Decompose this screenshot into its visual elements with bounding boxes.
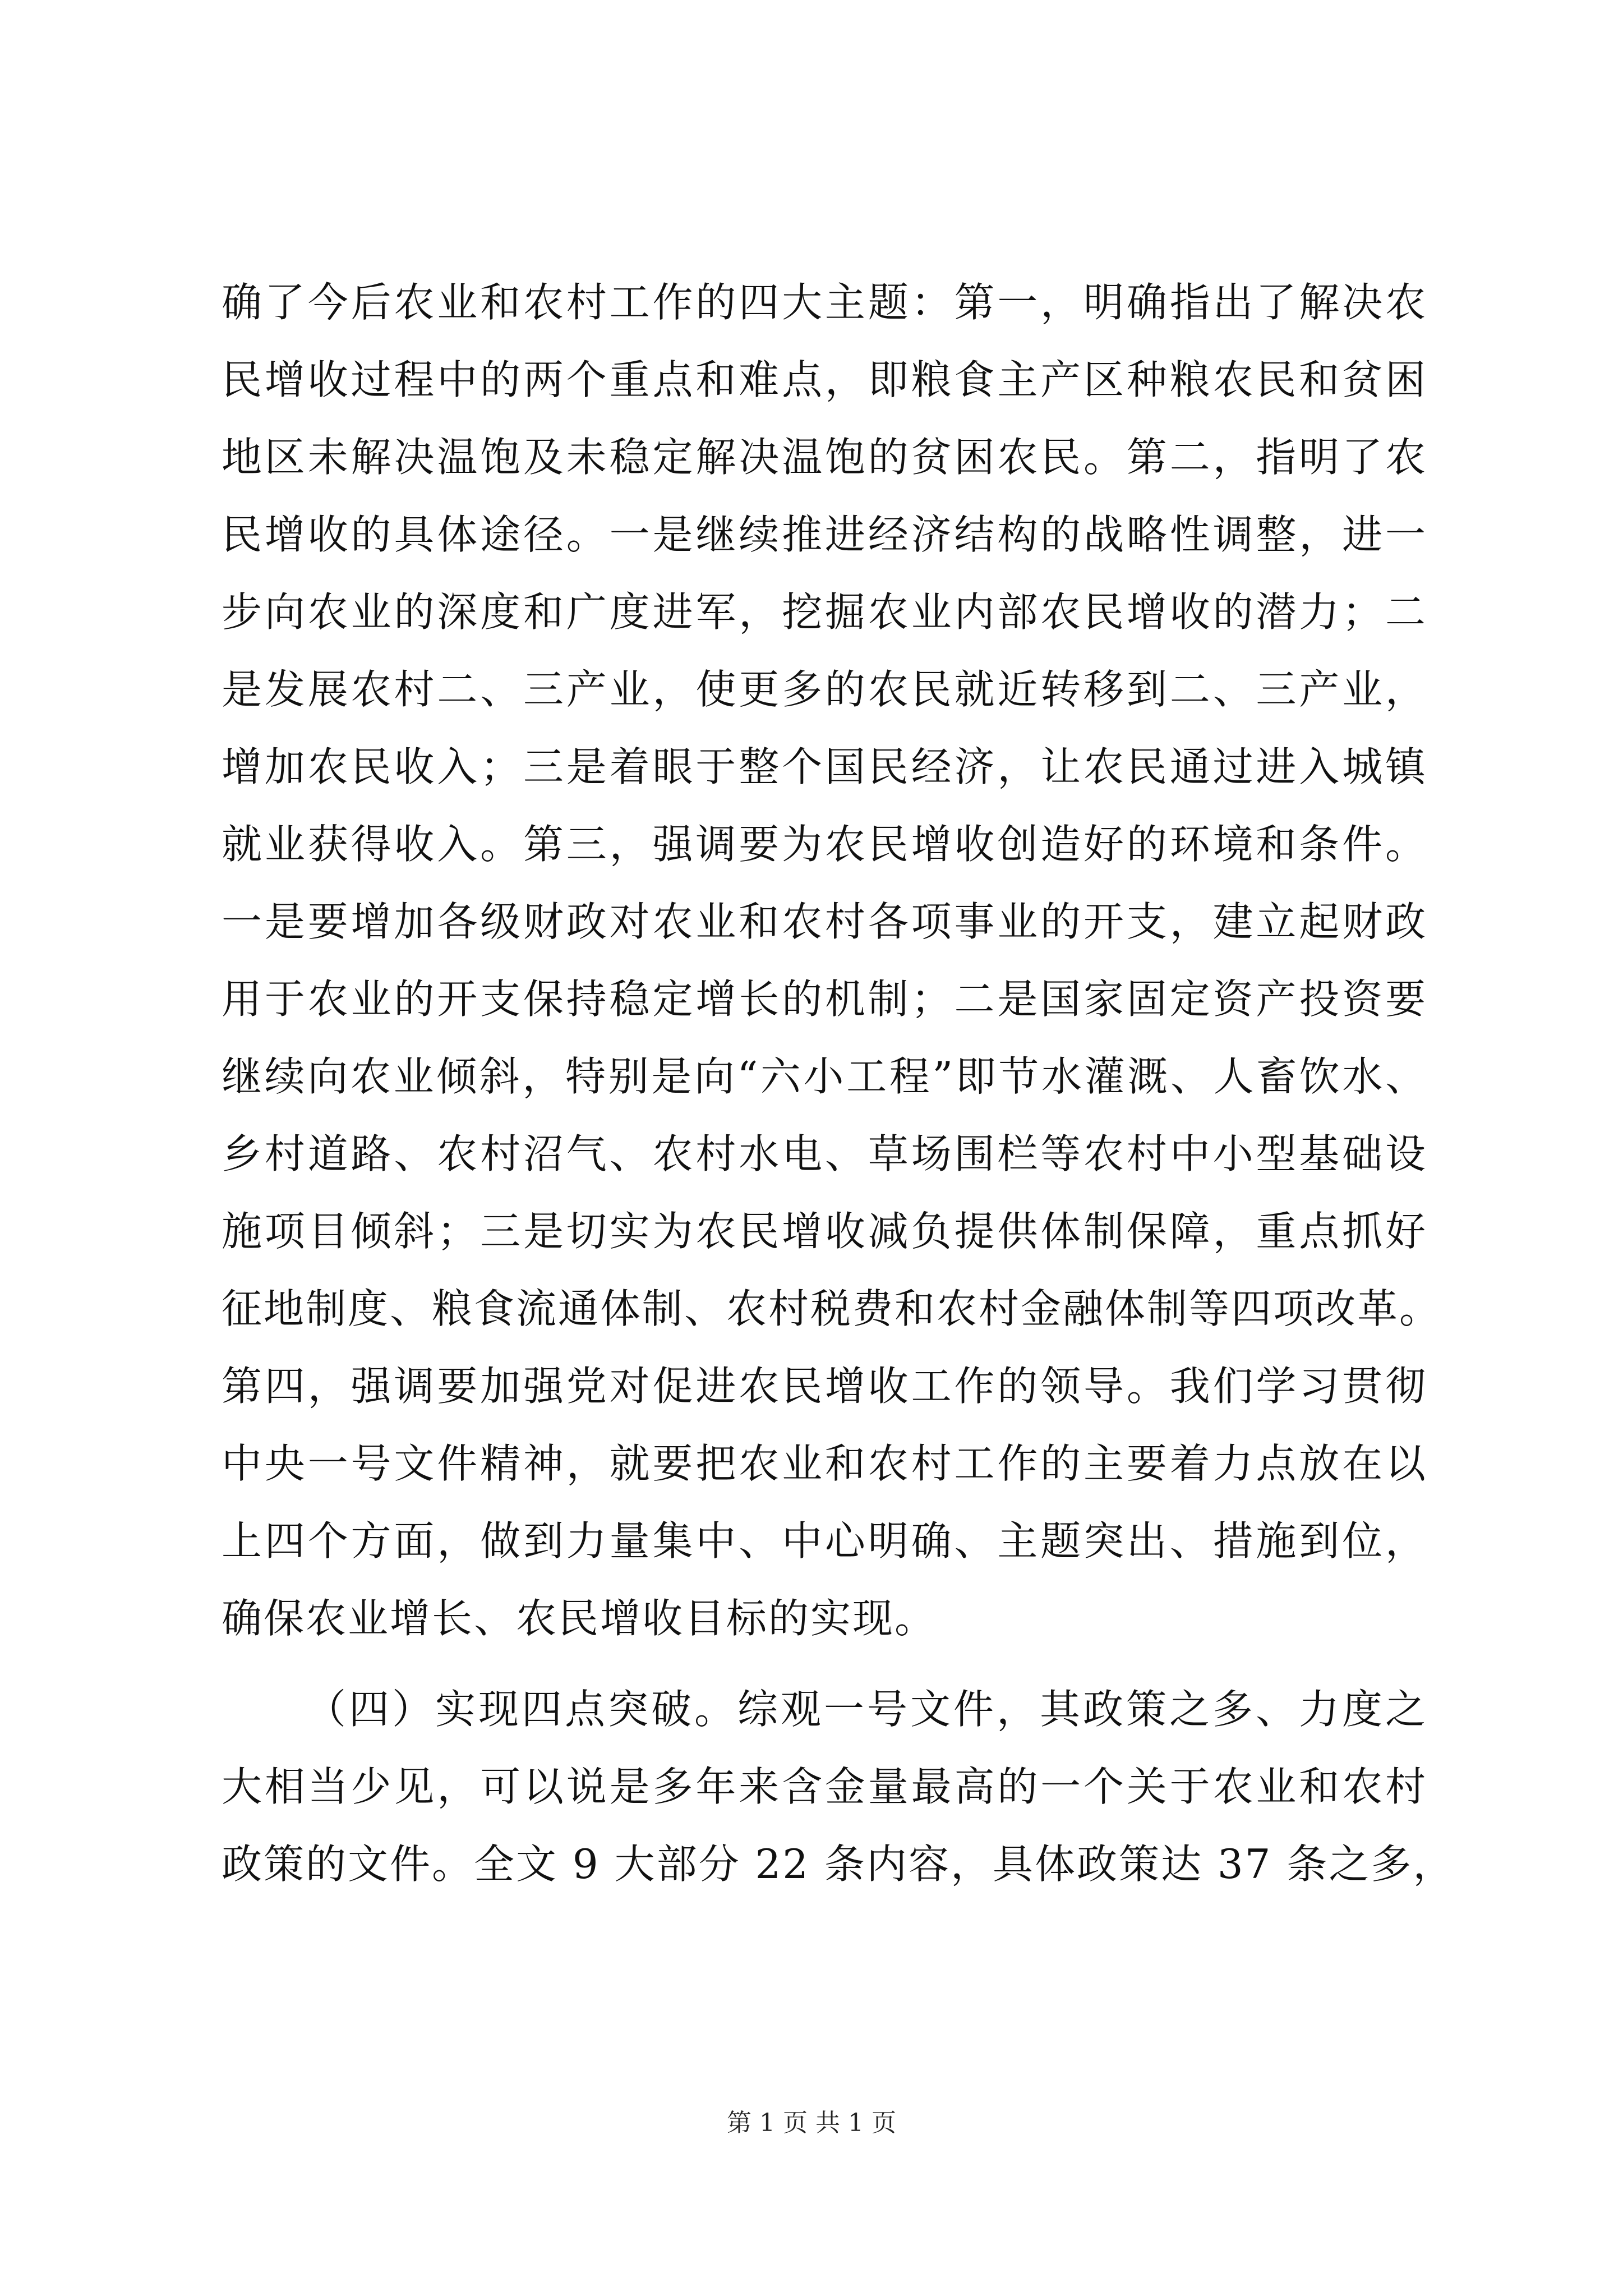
text-line: 第四，强调要加强党对促进农民增收工作的领导。我们学习贯彻 — [222, 1363, 1427, 1410]
text-line: 用于农业的开支保持稳定增长的机制；二是国家固定资产投资要 — [222, 976, 1427, 1023]
text-line: 施项目倾斜；三是切实为农民增收减负提供体制保障，重点抓好 — [222, 1208, 1427, 1255]
document-body — [222, 264, 1455, 1903]
text-line: 确保农业增长、农民增收目标的实现。 — [222, 1595, 937, 1642]
text-line: 继续向农业倾斜，特别是向“六小工程”即节水灌溉、人畜饮水、 — [222, 1053, 1427, 1100]
text-line: 政策的文件。全文 9 大部分 22 条内容，具体政策达 37 条之多， — [222, 1841, 1455, 1888]
text-line: 地区未解决温饱及未稳定解决温饱的贫困农民。第二，指明了农 — [222, 434, 1427, 481]
paragraph — [222, 264, 1442, 1657]
text-line: 确了今后农业和农村工作的四大主题：第一，明确指出了解决农 — [222, 279, 1427, 326]
text-line: 大相当少见，可以说是多年来含金量最高的一个关于农业和农村 — [222, 1763, 1427, 1810]
text-line: 是发展农村二、三产业，使更多的农民就近转移到二、三产业， — [222, 666, 1427, 713]
text-line: 乡村道路、农村沼气、农村水电、草场围栏等农村中小型基础设 — [222, 1130, 1427, 1177]
page-number-label: 第 1 页 共 1 页 — [727, 2109, 896, 2137]
text-line: 就业获得收入。第三，强调要为农民增收创造好的环境和条件。 — [222, 821, 1427, 868]
text-line: 增加农民收入；三是着眼于整个国民经济，让农民通过进入城镇 — [222, 743, 1427, 790]
text-line: 征地制度、粮食流通体制、农村税费和农村金融体制等四项改革。 — [222, 1285, 1442, 1332]
page-footer — [0, 2106, 1623, 2140]
text-line: （四）实现四点突破。综观一号文件，其政策之多、力度之 — [306, 1686, 1427, 1733]
text-line: 上四个方面，做到力量集中、中心明确、主题突出、措施到位， — [222, 1517, 1427, 1565]
text-line: 一是要增加各级财政对农业和农村各项事业的开支，建立起财政 — [222, 898, 1427, 945]
text-line: 中央一号文件精神，就要把农业和农村工作的主要着力点放在以 — [222, 1440, 1427, 1487]
text-line: 民增收的具体途径。一是继续推进经济结构的战略性调整，进一 — [222, 511, 1427, 558]
paragraph — [222, 1671, 1455, 1903]
text-line: 步向农业的深度和广度进军，挖掘农业内部农民增收的潜力；二 — [222, 588, 1427, 636]
text-line: 民增收过程中的两个重点和难点，即粮食主产区种粮农民和贫困 — [222, 356, 1427, 403]
